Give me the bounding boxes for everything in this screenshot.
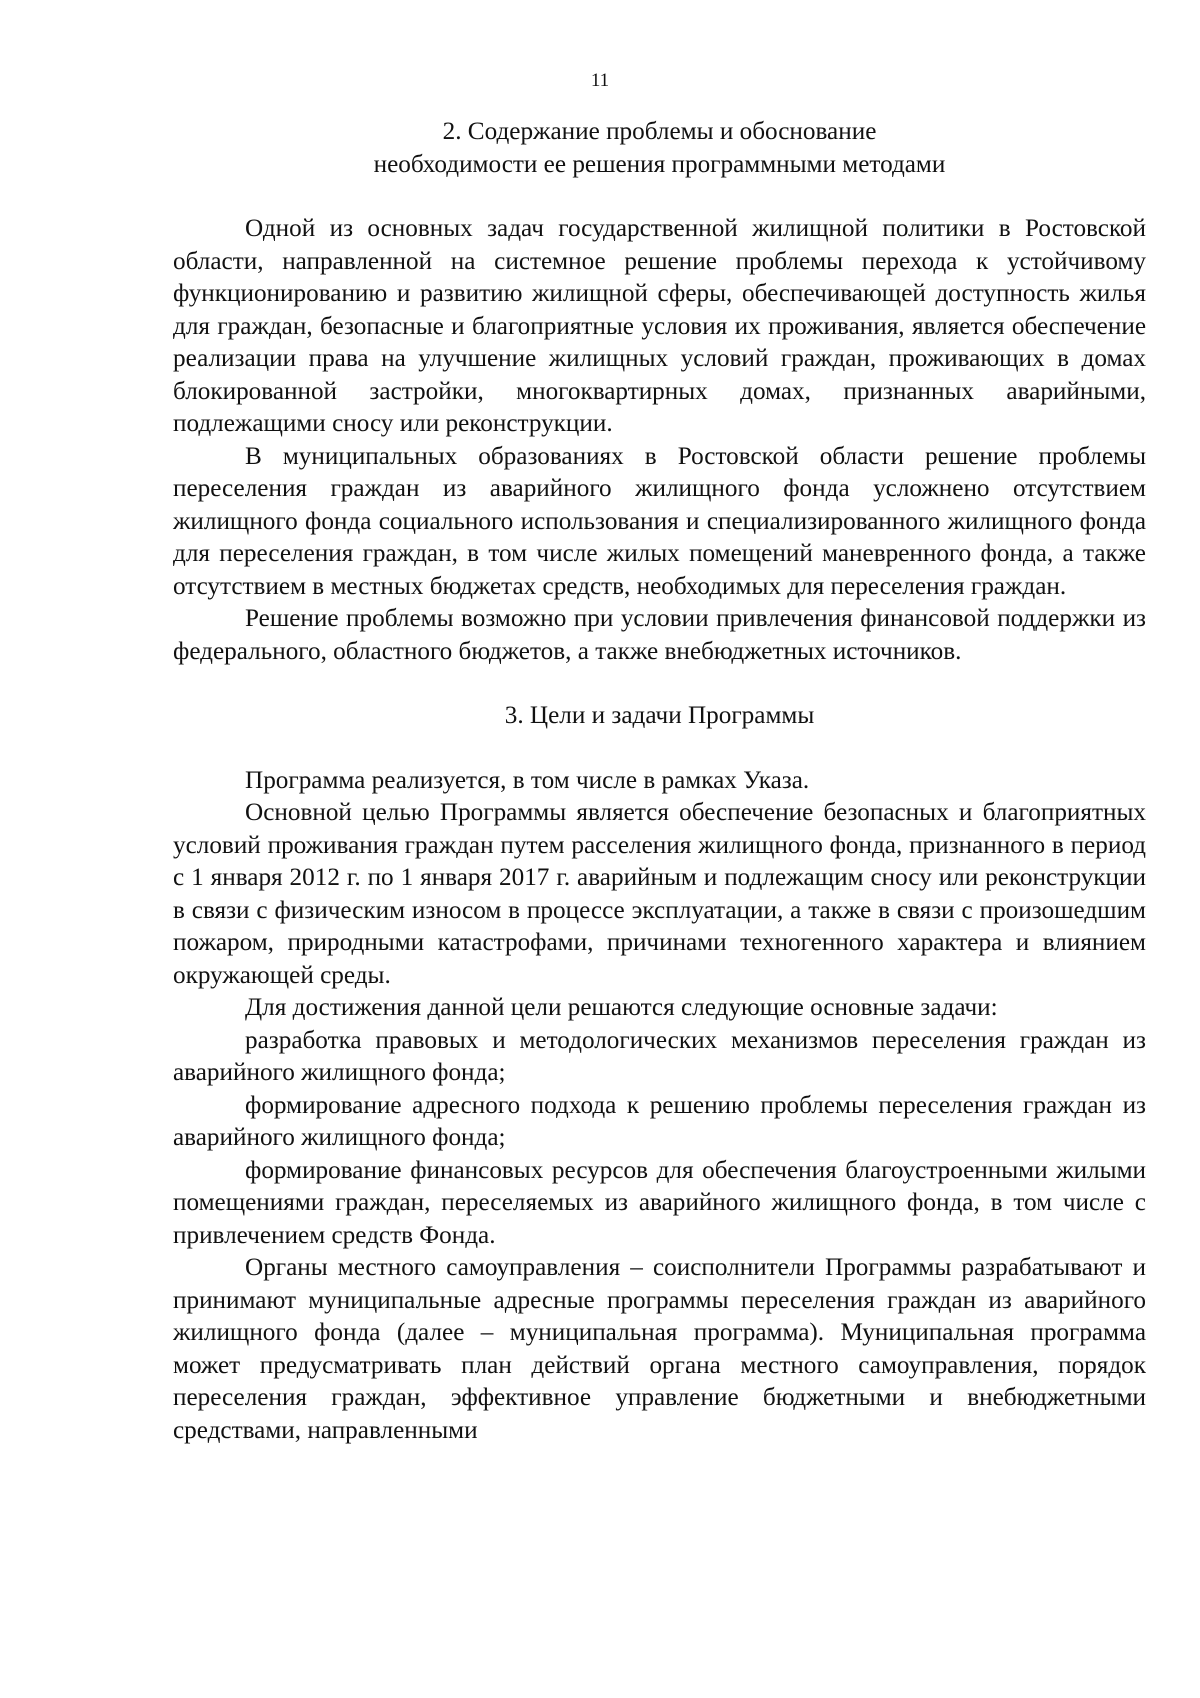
paragraph: В муниципальных образованиях в Ростовской области решение проблемы переселения граждан из аварийного жилищного фонда усложнено отсутствием жилищного фонда социального использования и специализированного жилищного фонда для переселения граждан, в том числе жилых помещений маневренного фонда, а также отсутствием в местных бюджетах средств, необходимых для переселения граждан. <box>173 442 1146 600</box>
paragraph: Программа реализуется, в том числе в рамках Указа. <box>245 766 810 794</box>
paragraph-group <box>173 765 1146 1448</box>
paragraph: формирование адресного подхода к решению проблемы переселения граждан из аварийного жилищного фонда; <box>173 1091 1146 1151</box>
section-goals-tasks <box>173 700 1146 1447</box>
section-heading-line: необходимости ее решения программными методами <box>373 150 946 178</box>
section-heading-line: 3. Цели и задачи Программы <box>504 702 815 729</box>
paragraph: Решение проблемы возможно при условии привлечения финансовой поддержки из федерального, областного бюджетов, а также внебюджетных источников. <box>173 605 1146 665</box>
paragraph: разработка правовых и методологических механизмов переселения граждан из аварийного жилищного фонда; <box>173 1026 1146 1086</box>
paragraph: Основной целью Программы является обеспечение безопасных и благоприятных условий проживания граждан путем расселения жилищного фонда, признанного в период с 1 января 2012 г. по 1 января 2017 г. аварийным и подлежащим сносу или реконструкции в связи с физическим износом в процессе эксплуатации, а также в связи с произошедшим пожаром, природными катастрофами, причинами техногенного характера и влиянием окружающей среды. <box>173 799 1146 989</box>
paragraph-group <box>173 213 1146 668</box>
paragraph: Органы местного самоуправления – соисполнители Программы разрабатывают и принимают муниципальные адресные программы переселения граждан из аварийного жилищного фонда (далее – муниципальная программа). Муниципальная программа может предусматривать план действий органа местного самоуправления, порядок переселения граждан, эффективное управление бюджетными и внебюджетными средствами, направленными <box>173 1254 1146 1444</box>
paragraph: Одной из основных задач государственной жилищной политики в Ростовской области, направленной на системное решение проблемы перехода к устойчивому функционированию и развитию жилищной сферы, обеспечивающей доступность жилья для граждан, безопасные и благоприятные условия их проживания, является обеспечение реализации права на улучшение жилищных условий граждан, проживающих в домах блокированной застройки, многоквартирных домах, признанных аварийными, подлежащими сносу или реконструкции. <box>173 215 1146 437</box>
section-heading-line: 2. Содержание проблемы и обоснование <box>442 118 877 145</box>
section-heading <box>173 700 1146 733</box>
section-problem-content <box>173 116 1146 668</box>
document-body <box>173 116 1146 1447</box>
page-number: 11 <box>590 70 610 91</box>
paragraph: формирование финансовых ресурсов для обеспечения благоустроенными жилыми помещениями граждан, переселяемых из аварийного жилищного фонда, в том числе с привлечением средств Фонда. <box>173 1156 1146 1249</box>
paragraph: Для достижения данной цели решаются следующие основные задачи: <box>245 994 998 1021</box>
section-heading <box>173 116 1146 181</box>
